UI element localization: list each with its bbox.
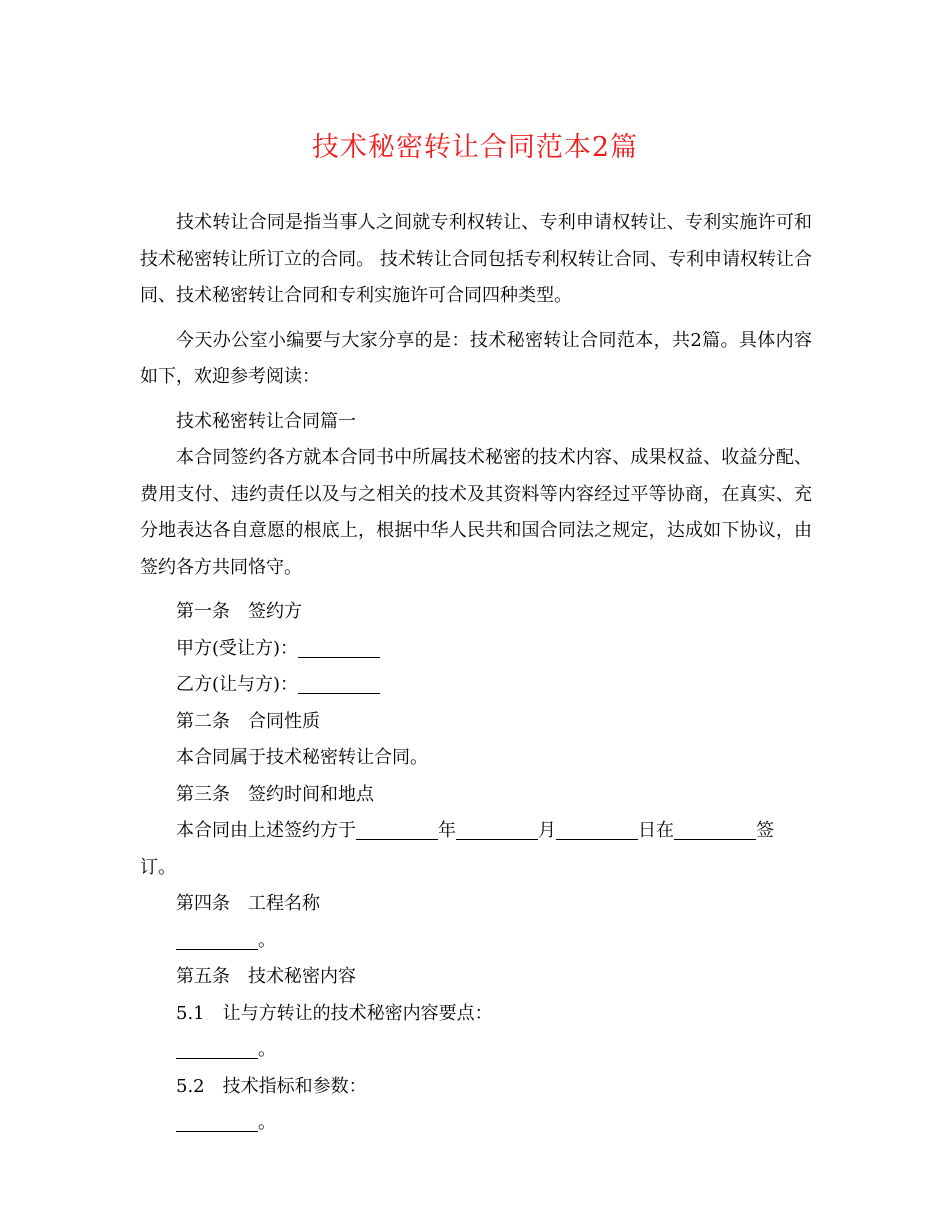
item-5-1-answer-line xyxy=(140,1032,812,1069)
article-2-heading xyxy=(140,704,812,741)
article-3-text xyxy=(140,813,812,850)
day-blank[interactable] xyxy=(556,819,638,840)
article-3-name: 签约时间和地点 xyxy=(248,783,374,805)
item-5-2-blank[interactable] xyxy=(176,1111,258,1132)
item-5-2-text: 技术指标和参数： xyxy=(222,1075,367,1097)
article-5-name: 技术秘密内容 xyxy=(248,966,356,987)
project-name-blank[interactable] xyxy=(176,929,258,950)
year-label: 年 xyxy=(438,820,456,841)
article-4-number: 第四条 xyxy=(176,893,230,914)
item-5-1-text: 让与方转让的技术秘密内容要点： xyxy=(222,1002,493,1024)
party-b-label: 乙方(让与方)： xyxy=(176,674,299,695)
period: 。 xyxy=(258,1039,276,1060)
intro-paragraph-2: 今天办公室小编要与大家分享的是：技术秘密转让合同范本，共2篇。具体内容如下，欢迎参考阅读： xyxy=(140,329,812,387)
item-5-1-blank[interactable] xyxy=(176,1038,258,1059)
document-title: 技术秘密转让合同范本2篇 xyxy=(311,132,639,163)
article-3-number: 第三条 xyxy=(176,783,230,805)
period: 。 xyxy=(258,1112,276,1133)
month-label: 月 xyxy=(538,820,556,841)
sign-label: 签 xyxy=(756,820,774,841)
period: 。 xyxy=(258,929,276,951)
intro-paragraph-1: 技术转让合同是指当事人之间就专利权转让、专利申请权转让、专利实施许可和技术秘密转让所订立的合同。 技术转让合同包括专利权转让合同、专利申请权转让合同、技术秘密转让合同和专利实施许可合同四种类型。 xyxy=(140,212,812,306)
article-2-number: 第二条 xyxy=(176,710,230,732)
section-title: 技术秘密转让合同篇一 xyxy=(176,410,356,432)
party-a-line xyxy=(140,631,812,668)
article-4-name: 工程名称 xyxy=(248,893,320,914)
year-blank[interactable] xyxy=(356,819,438,840)
month-blank[interactable] xyxy=(456,819,538,840)
article-2-name: 合同性质 xyxy=(248,710,320,732)
article-4-heading xyxy=(140,886,812,923)
item-5-1 xyxy=(140,996,812,1033)
article-5-heading xyxy=(140,959,812,996)
item-5-2-number: 5.2 xyxy=(176,1075,205,1097)
article-3-ending: 订。 xyxy=(140,856,176,878)
article-2-text: 本合同属于技术秘密转让合同。 xyxy=(176,747,428,768)
article-1-name: 签约方 xyxy=(248,601,302,622)
project-name-line xyxy=(140,923,812,960)
article-5-number: 第五条 xyxy=(176,966,230,987)
item-5-2 xyxy=(140,1069,812,1106)
place-blank[interactable] xyxy=(674,819,756,840)
party-a-label: 甲方(受让方)： xyxy=(176,637,299,659)
item-5-2-answer-line xyxy=(140,1105,812,1142)
preamble-paragraph: 本合同签约各方就本合同书中所属技术秘密的技术内容、成果权益、收益分配、费用支付、违约责任以及与之相关的技术及其资料等内容经过平等协商，在真实、充分地表达各自意愿的根底上，根据中华人民共和国合同法之规定，达成如下协议，由签约各方共同恪守。 xyxy=(140,447,812,578)
item-5-1-number: 5.1 xyxy=(176,1002,205,1024)
party-b-line xyxy=(140,667,812,704)
party-b-blank[interactable] xyxy=(298,673,380,694)
article-1-heading xyxy=(140,594,812,631)
article-1-number: 第一条 xyxy=(176,601,230,622)
day-at-label: 日在 xyxy=(638,820,674,841)
document-body xyxy=(140,205,812,1142)
party-a-blank[interactable] xyxy=(298,637,380,658)
article-3-prefix: 本合同由上述签约方于 xyxy=(176,820,356,841)
article-3-heading xyxy=(140,777,812,814)
